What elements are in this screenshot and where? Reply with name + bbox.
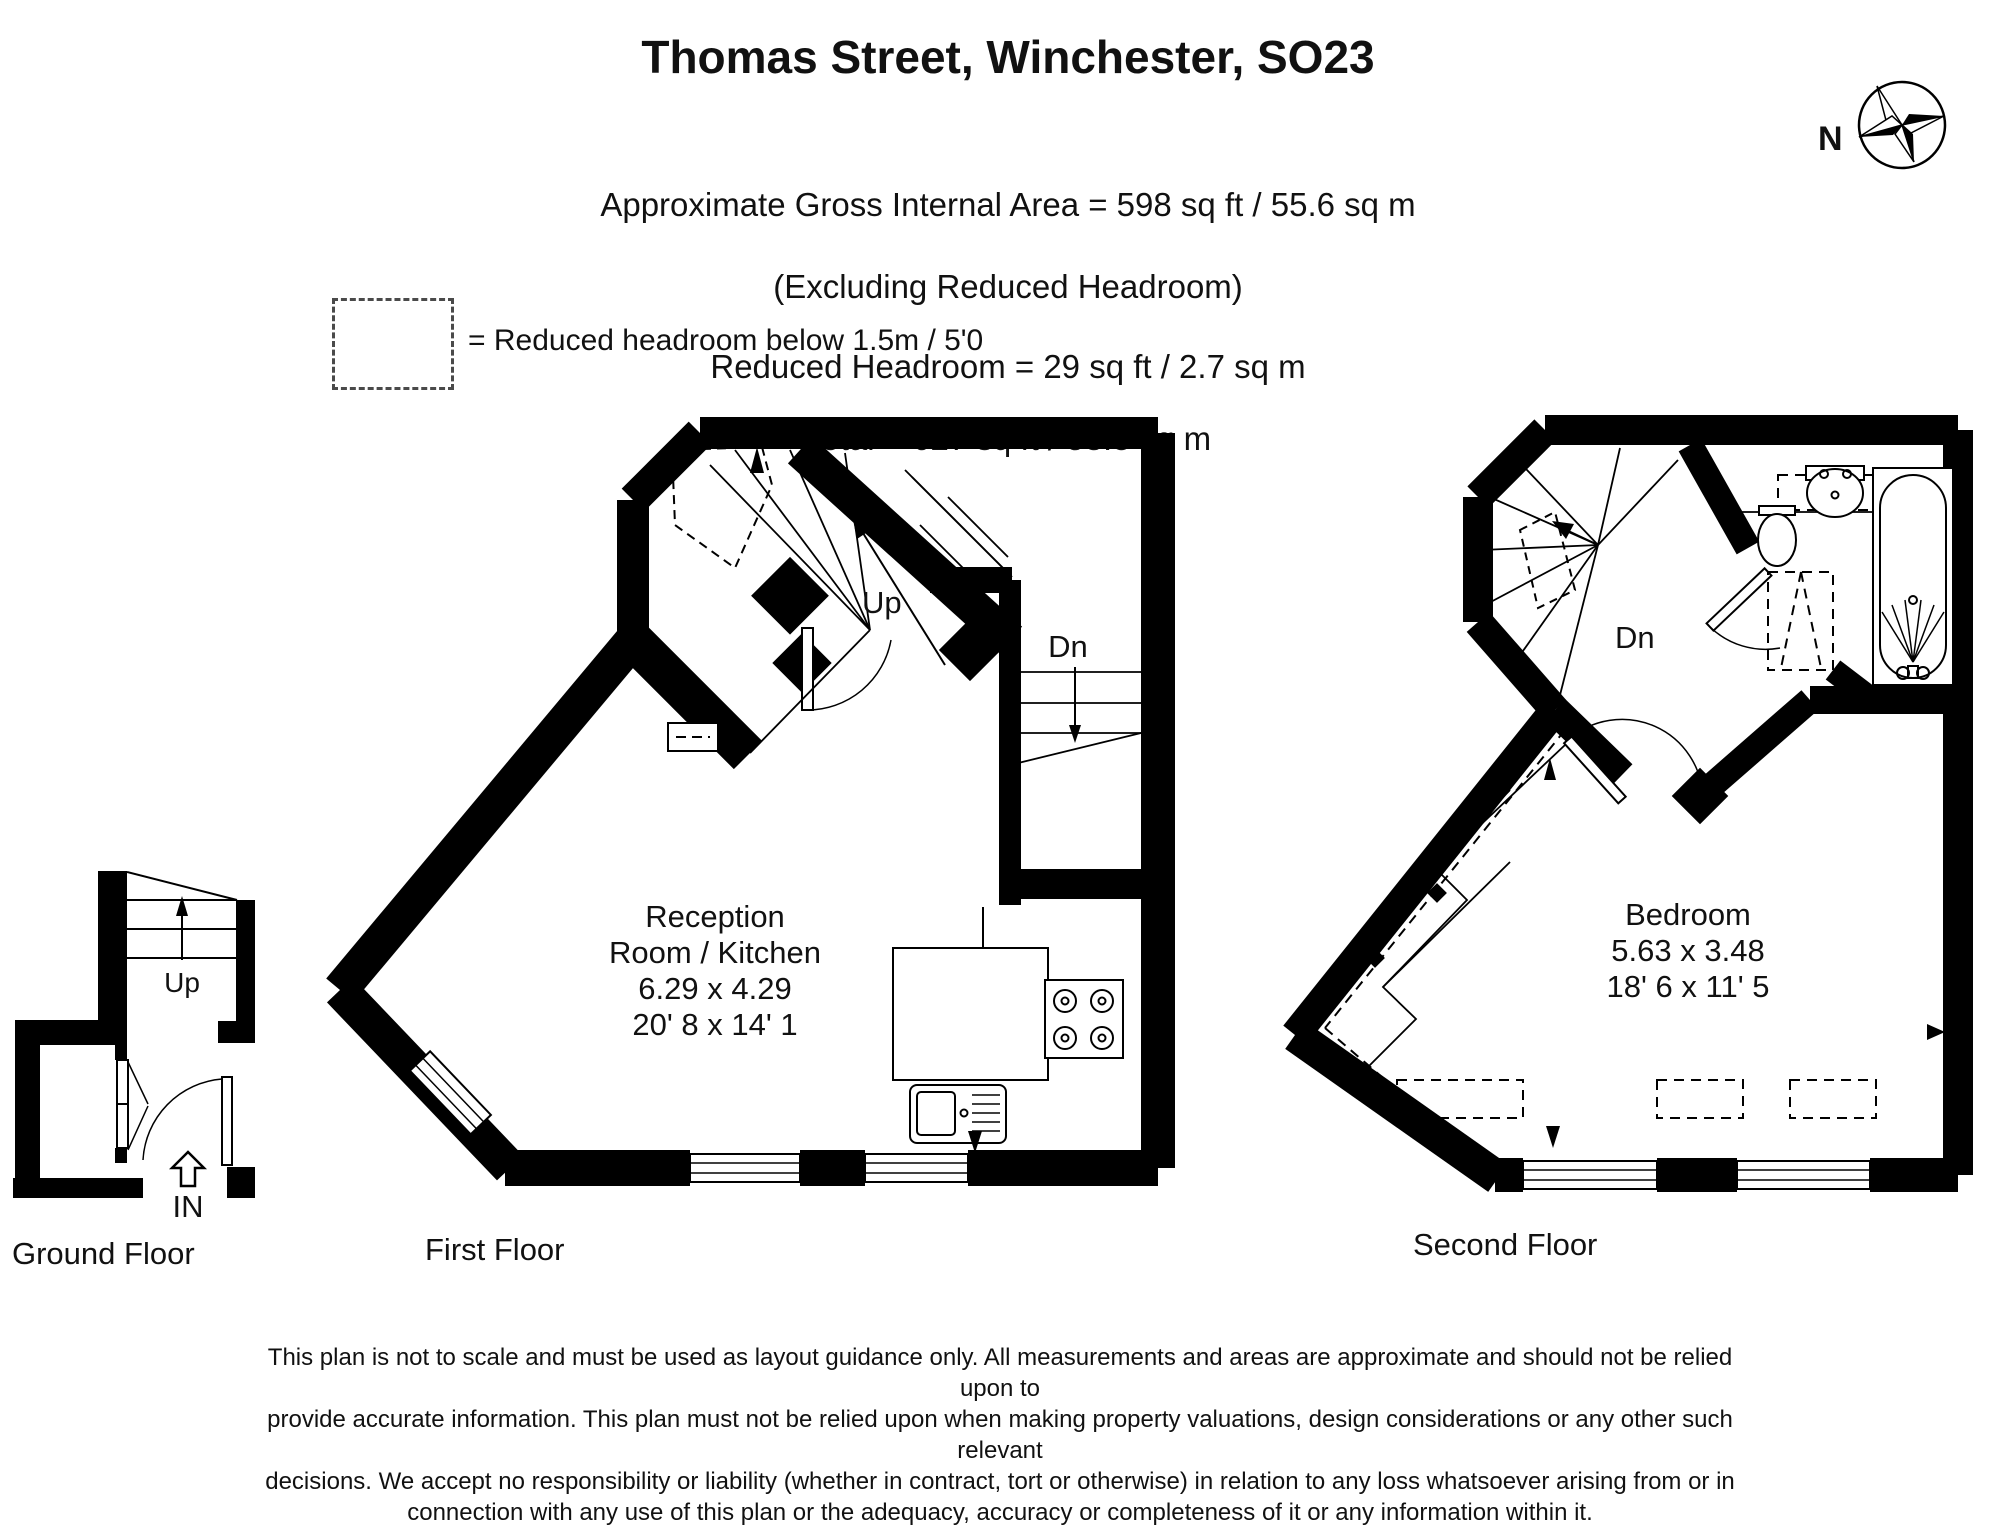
disclaimer	[240, 1342, 1760, 1528]
compass-star	[1859, 86, 1944, 162]
stair-newel-wall	[751, 557, 829, 635]
bedroom-wall	[1700, 700, 1810, 796]
right-arrow-icon	[1927, 1024, 1945, 1040]
sink-icon	[1806, 466, 1864, 517]
up-left-arrow-icon	[1552, 521, 1574, 539]
second-floor-plan	[1270, 400, 1990, 1200]
compass-north-label: N	[1818, 120, 1843, 158]
ground-walls	[13, 871, 255, 1198]
room-name: Bedroom	[1625, 897, 1751, 932]
entry-door-arc	[143, 1079, 222, 1160]
room-name-line2: Room / Kitchen	[609, 935, 821, 970]
room-dims-imperial: 20' 8 x 14' 1	[632, 1007, 798, 1042]
in-arrow-icon	[172, 1152, 204, 1186]
second-floor-label: Second Floor	[1413, 1227, 1598, 1262]
total-area-line: Total = 627 sq ft / 58.3 sq m	[804, 420, 1212, 457]
down-arrow-icon	[1069, 725, 1081, 743]
radiator-icon	[668, 723, 718, 751]
room-dims-metric: 6.29 x 4.29	[638, 971, 792, 1006]
up-arrow-icon	[750, 447, 764, 473]
room-dims-metric: 5.63 x 3.48	[1611, 933, 1765, 968]
disclaimer-line: decisions. We accept no responsibility or liability (whether in contract, tort or otherwise) in relation to any loss whatsoever arising from or in	[265, 1468, 1735, 1495]
excluding-line: (Excluding Reduced Headroom)	[773, 268, 1243, 305]
up-arrow-icon	[1544, 758, 1556, 780]
reduced-headroom-line: Reduced Headroom = 29 sq ft / 2.7 sq m	[710, 348, 1306, 385]
down-arrow-icon	[1546, 1126, 1560, 1148]
reduced-headroom-zone	[1325, 475, 1950, 1118]
toilet-icon	[1758, 506, 1796, 566]
ground-in-label: IN	[172, 1189, 204, 1224]
room-dims-imperial: 18' 6 x 11' 5	[1606, 969, 1770, 1004]
bathtub-icon	[1873, 468, 1953, 685]
kitchen-counter	[893, 907, 1048, 1080]
reception-room-label	[609, 899, 821, 1042]
reduced-headroom-swatch	[332, 298, 454, 390]
disclaimer-line: provide accurate information. This plan must not be relied upon when making property valuations, design considerations or any other such relevant	[267, 1406, 1733, 1464]
disclaimer-line: This plan is not to scale and must be used as layout guidance only. All measurements and areas are approximate and should not be relied upon to	[267, 1344, 1733, 1402]
kitchen-sink-icon	[910, 1085, 1006, 1143]
second-outer-walls	[1295, 430, 1958, 1178]
entry-door-leaf	[222, 1077, 232, 1165]
gross-area-line: Approximate Gross Internal Area = 598 sq ft / 55.6 sq m	[600, 186, 1416, 223]
first-floor-plan	[280, 395, 1180, 1205]
first-floor-label: First Floor	[425, 1232, 565, 1267]
second-dn-label: Dn	[1615, 620, 1655, 655]
bedroom-label	[1607, 897, 1770, 1004]
legend-label: = Reduced headroom below 1.5m / 5'0	[468, 324, 984, 357]
first-up-label: Up	[862, 585, 902, 620]
room-name-line1: Reception	[645, 899, 785, 934]
ground-up-label: Up	[164, 967, 200, 998]
ground-floor-label: Ground Floor	[12, 1236, 195, 1271]
closet-bifold-door	[117, 1060, 148, 1150]
disclaimer-line: connection with any use of this plan or the adequacy, accuracy or completeness of it or any information within it.	[407, 1499, 1593, 1526]
first-outer-walls	[340, 433, 1158, 1168]
compass-rose-icon	[1810, 70, 1960, 195]
first-dn-label: Dn	[1048, 629, 1088, 664]
page-title: Thomas Street, Winchester, SO23	[641, 31, 1375, 83]
hob-icon	[1045, 980, 1123, 1058]
ground-floor-plan	[0, 860, 270, 1225]
bathroom-door-leaf	[1707, 568, 1772, 630]
bathroom-door-arc	[1710, 627, 1780, 649]
stair-bathroom-wall	[1690, 445, 1748, 548]
